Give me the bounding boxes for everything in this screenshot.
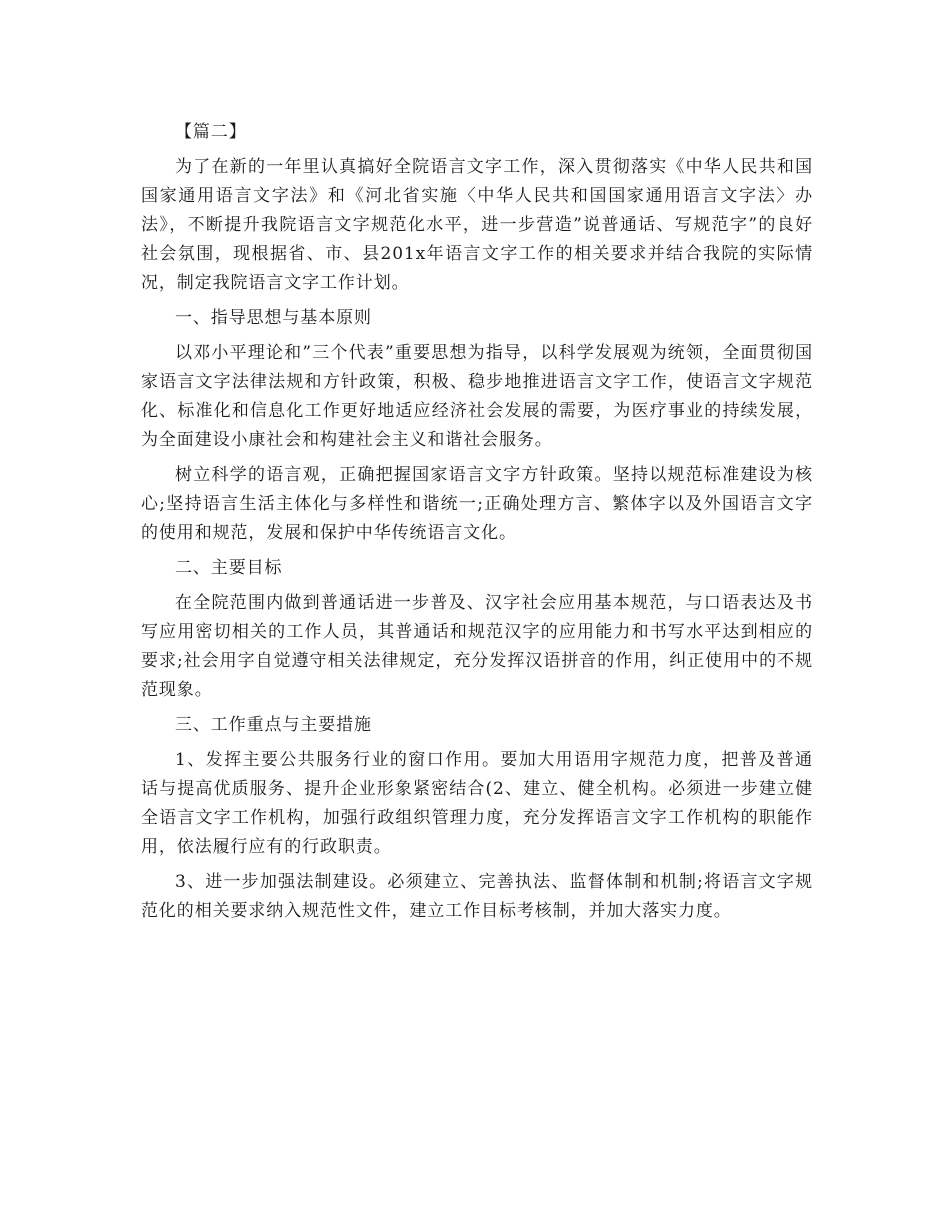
intro-paragraph: 为了在新的一年里认真搞好全院语言文字工作，深入贯彻落实《中华人民共和国国家通用语言文字法》和《河北省实施〈中华人民共和国国家通用语言文字法〉办法》，不断提升我院语言文字规范化水平，进一步营造”说普通话、写规范字”的良好社会氛围，现根据省、市、县201x年语言文字工作的相关要求并结合我院的实际情况，制定我院语言文字工作计划。	[141, 157, 813, 293]
measure-1-paragraph: 1、发挥主要公共服务行业的窗口作用。要加大用语用字规范力度，把普及普通话与提高优质服务、提升企业形象紧密结合(2、建立、健全机构。必须进一步建立健全语言文字工作机构，加强行政组织管理力度，充分发挥语言文字工作机构的职能作用，依法履行应有的行政职责。	[141, 750, 813, 857]
heading-main-goals: 二、主要目标	[175, 558, 283, 578]
heading-guiding-principles: 一、指导思想与基本原则	[175, 308, 372, 328]
heading-key-measures: 三、工作重点与主要措施	[175, 715, 372, 735]
language-view-paragraph: 树立科学的语言观，正确把握国家语言文字方针政策。坚持以规范标准建设为核心;坚持语言生活主体化与多样性和谐统一;正确处理方言、繁体字以及外国语言文字的使用和规范，发展和保护中华传统语言文化。	[141, 465, 813, 543]
section-title: 【篇二】	[175, 122, 247, 142]
guiding-paragraph: 以邓小平理论和”三个代表”重要思想为指导，以科学发展观为统领，全面贯彻国家语言文字法律法规和方针政策，积极、稳步地推进语言文字工作，使语言文字规范化、标准化和信息化工作更好地适应经济社会发展的需要，为医疗事业的持续发展，为全面建设小康社会和构建社会主义和谐社会服务。	[141, 343, 813, 450]
document-body	[141, 118, 813, 932]
goals-paragraph: 在全院范围内做到普通话进一步普及、汉字社会应用基本规范，与口语表达及书写应用密切相关的工作人员，其普通话和规范汉字的应用能力和书写水平达到相应的要求;社会用字自觉遵守相关法律规定，充分发挥汉语拼音的作用，纠正使用中的不规范现象。	[141, 593, 813, 700]
measure-3-paragraph: 3、进一步加强法制建设。必须建立、完善执法、监督体制和机制;将语言文字规范化的相关要求纳入规范性文件，建立工作目标考核制，并加大落实力度。	[141, 872, 813, 921]
